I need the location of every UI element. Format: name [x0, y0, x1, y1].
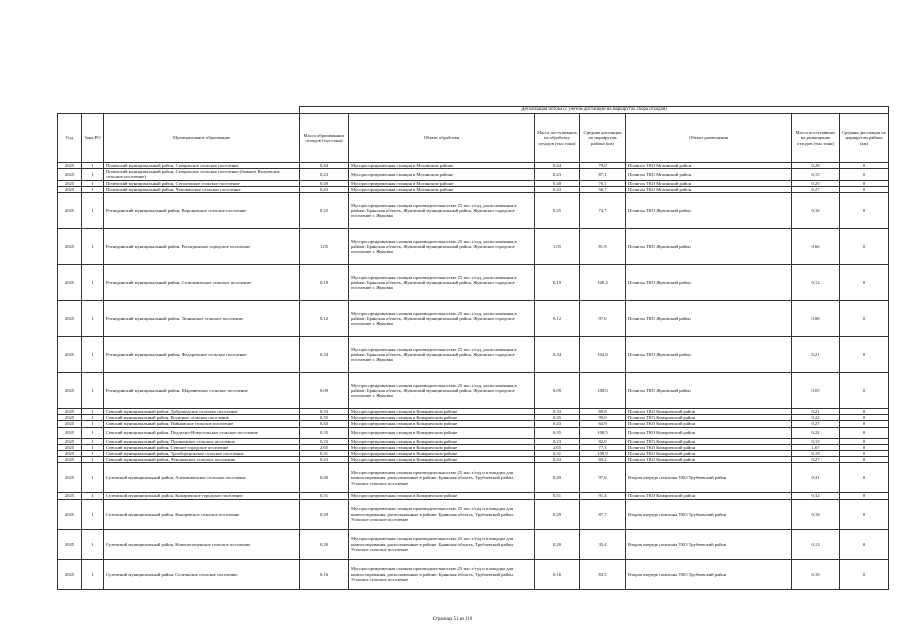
cell-placement-object: Полигон ТКО Жуковский район	[626, 373, 792, 409]
cell-processing-object: Мусоросортировочная станция производительностью 25 тыс.т/год, расположенная в районе: Брянская область, Жуковский муниципальный район, Жуковское городское поселение г. Жуковка	[349, 265, 535, 301]
cell-avg-distance-processing: 89,8	[580, 409, 626, 415]
cell-municipality: Рогнединский муниципальный район, Тюнинское сельское поселение	[104, 301, 300, 337]
cell-avg-distance-placement: 0	[840, 451, 889, 457]
cell-mass-to-processing: 0,51	[535, 493, 580, 499]
cell-mass-to-processing: 0,29	[535, 499, 580, 529]
cell-zone: 1	[82, 265, 104, 301]
cell-year: 2025	[58, 229, 82, 265]
cell-zone: 1	[82, 457, 104, 463]
cell-processing-object: Мусоросортировочная станция в Мглинском районе	[349, 169, 535, 180]
cell-processing-object: Мусоросортировочная станция производительностью 25 тыс.т/год, расположенная в районе: Брянская область, Жуковский муниципальный район, Жуковское городское поселение г. Жуковка	[349, 373, 535, 409]
cell-placement-object: Вторая очередь полигона ТКО Трубчевский район	[626, 499, 792, 529]
cell-avg-distance-processing: 91,4	[580, 493, 626, 499]
header-processing-object: Объект обработки	[349, 114, 535, 163]
table-row	[58, 499, 889, 529]
cell-mass-to-processing: 0,20	[535, 529, 580, 559]
cell-year: 2025	[58, 493, 82, 499]
cell-avg-distance-processing: 69,2	[580, 457, 626, 463]
cell-avg-distance-placement: 0	[840, 493, 889, 499]
cell-zone: 1	[82, 163, 104, 169]
cell-avg-distance-processing: 76,1	[580, 180, 626, 186]
cell-municipality: Почепский муниципальный район, Семцовское сельское поселение (бывшее Валуевское сельское поселение)	[104, 169, 300, 180]
cell-mass-generated: 0,12	[300, 301, 349, 337]
cell-mass-to-placement: 0,31	[792, 463, 840, 493]
page-number: Страница 51 из 110	[432, 617, 473, 622]
cell-processing-object: Мусоросортировочная станция в Комаричском районе	[349, 438, 535, 444]
cell-avg-distance-processing: 81,9	[580, 229, 626, 265]
cell-mass-generated: 0,34	[300, 337, 349, 373]
cell-processing-object: Мусоросортировочная станция производительностью 25 тыс.т/год, расположенная в районе: Брянская область, Жуковский муниципальный район, Жуковское городское поселение г. Жуковка	[349, 337, 535, 373]
cell-municipality: Почепский муниципальный район, Сетоловское сельское поселение	[104, 180, 300, 186]
cell-municipality: Рогнединский муниципальный район, Федоровское сельское поселение	[104, 337, 300, 373]
cell-year: 2025	[58, 186, 82, 192]
cell-zone: 1	[82, 451, 104, 457]
cell-municipality: Севский муниципальный район, Севское городское поселение	[104, 444, 300, 450]
cell-avg-distance-processing: 56,7	[580, 186, 626, 192]
cell-avg-distance-processing: 108,0	[580, 373, 626, 409]
cell-processing-object: Мусоросортировочная станция производительностью 25 тыс.т/год и площадка для компостирования, расположенные в районе: Брянская область, Трубчевский район, Усохское сельское поселение	[349, 559, 535, 589]
document-table-area	[57, 106, 886, 590]
cell-year: 2025	[58, 373, 82, 409]
cell-processing-object: Мусоросортировочная станция производительностью 25 тыс.т/год, расположенная в районе: Брянская область, Жуковский муниципальный район, Жуковское городское поселение г. Жуковка	[349, 229, 535, 265]
cell-year: 2025	[58, 559, 82, 589]
cell-mass-to-processing: 0,23	[535, 169, 580, 180]
cell-year: 2025	[58, 415, 82, 421]
cell-mass-to-processing: 2,65	[535, 444, 580, 450]
cell-zone: 1	[82, 409, 104, 415]
cell-municipality: Севский муниципальный район, Чемлыжское сельское поселение	[104, 457, 300, 463]
cell-avg-distance-processing: 74,7	[580, 193, 626, 229]
cell-mass-to-placement: 0,27	[792, 186, 840, 192]
cell-mass-to-processing: 0,25	[535, 193, 580, 229]
cell-mass-generated: 0,19	[300, 265, 349, 301]
cell-mass-to-processing: 0,44	[535, 163, 580, 169]
cell-mass-to-processing: 0,43	[535, 457, 580, 463]
cell-year: 2025	[58, 438, 82, 444]
cell-processing-object: Мусоросортировочная станция производительностью 25 тыс.т/год и площадка для компостирования, расположенные в районе: Брянская область, Трубчевский район, Усохское сельское поселение	[349, 529, 535, 559]
cell-year: 2025	[58, 444, 82, 450]
header-mass-generated: Масса образованных отходов (тыс.тонн)	[300, 114, 349, 163]
cell-avg-distance-placement: 0	[840, 427, 889, 438]
cell-avg-distance-placement: 0	[840, 499, 889, 529]
cell-avg-distance-placement: 0	[840, 265, 889, 301]
cell-year: 2025	[58, 193, 82, 229]
cell-mass-to-placement: 0,19	[792, 451, 840, 457]
cell-processing-object: Мусоросортировочная станция в Комаричском районе	[349, 415, 535, 421]
cell-avg-distance-placement: 0	[840, 337, 889, 373]
cell-mass-generated: 0,35	[300, 427, 349, 438]
cell-avg-distance-processing: 99,0	[580, 415, 626, 421]
cell-zone: 1	[82, 421, 104, 427]
cell-processing-object: Мусоросортировочная станция в Мглинском районе	[349, 180, 535, 186]
cell-zone: 1	[82, 529, 104, 559]
cell-processing-object: Мусоросортировочная станция производительностью 25 тыс.т/год, расположенная в районе: Брянская область, Жуковский муниципальный район, Жуковское городское поселение г. Жуковка	[349, 193, 535, 229]
cell-year: 2025	[58, 457, 82, 463]
cell-mass-generated: 0,43	[300, 186, 349, 192]
cell-mass-generated: 0,43	[300, 421, 349, 427]
table-caption: Детализация потока (с учетом дистанций на маршрутах сбора отходов)	[300, 107, 889, 114]
cell-mass-generated: 0,25	[300, 193, 349, 229]
cell-zone: 1	[82, 463, 104, 493]
cell-placement-object: Полигон ТКО Жуковский район	[626, 265, 792, 301]
header-mass-to-processing: Масса поступивших на обработку отходов (тыс.тонн)	[535, 114, 580, 163]
cell-processing-object: Мусоросортировочная станция в Мглинском районе	[349, 163, 535, 169]
cell-mass-generated: 0,49	[300, 463, 349, 493]
cell-mass-to-placement: 0,18	[792, 499, 840, 529]
cell-placement-object: Полигон ТКО Мглинский район	[626, 169, 792, 180]
cell-processing-object: Мусоросортировочная станция в Комаричском районе	[349, 451, 535, 457]
cell-mass-generated: 2,65	[300, 444, 349, 450]
cell-year: 2025	[58, 337, 82, 373]
cell-municipality: Суземский муниципальный район, Кокоревское сельское поселение	[104, 499, 300, 529]
cell-zone: 1	[82, 444, 104, 450]
cell-mass-generated: 0,35	[300, 415, 349, 421]
cell-zone: 1	[82, 373, 104, 409]
cell-placement-object: Полигон ТКО Мглинский район	[626, 180, 792, 186]
cell-year: 2025	[58, 180, 82, 186]
cell-municipality: Севский муниципальный район, Троебортновское сельское поселение	[104, 451, 300, 457]
cell-avg-distance-placement: 0	[840, 373, 889, 409]
cell-placement-object: Полигон ТКО Комаричский район	[626, 457, 792, 463]
cell-mass-generated: 0,43	[300, 457, 349, 463]
cell-year: 2025	[58, 163, 82, 169]
cell-mass-to-placement: 0,66	[792, 229, 840, 265]
cell-avg-distance-placement: 0	[840, 229, 889, 265]
table-row	[58, 529, 889, 559]
cell-avg-distance-placement: 0	[840, 444, 889, 450]
cell-avg-distance-processing: 100,4	[580, 265, 626, 301]
cell-zone: 1	[82, 186, 104, 192]
cell-municipality: Суземский муниципальный район, Селечнское сельское поселение	[104, 559, 300, 589]
cell-year: 2025	[58, 499, 82, 529]
table-row	[58, 373, 889, 409]
cell-processing-object: Мусоросортировочная станция производительностью 25 тыс.т/год и площадка для компостирования, расположенные в районе: Брянская область, Трубчевский район, Усохское сельское поселение	[349, 463, 535, 493]
cell-processing-object: Мусоросортировочная станция производительностью 25 тыс.т/год и площадка для компостирования, расположенные в районе: Брянская область, Трубчевский район, Усохское сельское поселение	[349, 499, 535, 529]
table-row	[58, 427, 889, 438]
cell-avg-distance-processing: 83,5	[580, 559, 626, 589]
cell-avg-distance-processing: 97,6	[580, 463, 626, 493]
header-zone: Зона РО	[82, 114, 104, 163]
cell-processing-object: Мусоросортировочная станция в Комаричском районе	[349, 444, 535, 450]
cell-mass-to-placement: 0,21	[792, 337, 840, 373]
table-row	[58, 193, 889, 229]
cell-municipality: Рогнединский муниципальный район, Вороновское сельское поселение	[104, 193, 300, 229]
cell-mass-to-placement: 0,27	[792, 457, 840, 463]
cell-zone: 1	[82, 229, 104, 265]
cell-year: 2025	[58, 427, 82, 438]
cell-mass-to-processing: 0,43	[535, 186, 580, 192]
table-row	[58, 559, 889, 589]
cell-mass-to-placement: 0,15	[792, 438, 840, 444]
header-mass-to-placement: Масса поступивших на размещение отходов (тыс.тонн)	[792, 114, 840, 163]
cell-mass-generated: 0,51	[300, 493, 349, 499]
table-row	[58, 463, 889, 493]
cell-mass-to-placement: 0,05	[792, 373, 840, 409]
cell-mass-to-placement: 0,13	[792, 529, 840, 559]
cell-mass-to-placement: 0,10	[792, 559, 840, 589]
cell-placement-object: Полигон ТКО Комаричский район	[626, 438, 792, 444]
cell-placement-object: Вторая очередь полигона ТКО Трубчевский район	[626, 463, 792, 493]
cell-placement-object: Полигон ТКО Комаричский район	[626, 444, 792, 450]
cell-zone: 1	[82, 499, 104, 529]
cell-mass-to-processing: 0,33	[535, 409, 580, 415]
cell-avg-distance-processing: 77,3	[580, 444, 626, 450]
cell-year: 2025	[58, 529, 82, 559]
cell-processing-object: Мусоросортировочная станция производительностью 25 тыс.т/год, расположенная в районе: Брянская область, Жуковский муниципальный район, Жуковское городское поселение г. Жуковка	[349, 301, 535, 337]
cell-mass-generated: 0,40	[300, 180, 349, 186]
cell-mass-to-placement: 0,16	[792, 193, 840, 229]
table-row	[58, 301, 889, 337]
cell-placement-object: Полигон ТКО Жуковский район	[626, 301, 792, 337]
cell-mass-to-placement: 0,22	[792, 415, 840, 421]
cell-placement-object: Полигон ТКО Жуковский район	[626, 193, 792, 229]
cell-avg-distance-placement: 0	[840, 415, 889, 421]
cell-year: 2025	[58, 169, 82, 180]
cell-mass-generated: 0,31	[300, 451, 349, 457]
cell-avg-distance-placement: 0	[840, 169, 889, 180]
cell-mass-generated: 0,33	[300, 409, 349, 415]
cell-mass-to-placement: 0,22	[792, 427, 840, 438]
table-row	[58, 337, 889, 373]
cell-avg-distance-placement: 0	[840, 409, 889, 415]
cell-mass-to-processing: 0,19	[535, 265, 580, 301]
cell-avg-distance-placement: 0	[840, 193, 889, 229]
header-avg-distance-placement: Средняя дистанция по маршрутам района (км)	[840, 114, 889, 163]
cell-processing-object: Мусоросортировочная станция в Комаричском районе	[349, 421, 535, 427]
cell-avg-distance-processing: 104,8	[580, 337, 626, 373]
cell-placement-object: Вторая очередь полигона ТКО Трубчевский район	[626, 559, 792, 589]
cell-mass-to-processing: 0,16	[535, 559, 580, 589]
cell-placement-object: Полигон ТКО Комаричский район	[626, 409, 792, 415]
cell-processing-object: Мусоросортировочная станция в Комаричском районе	[349, 427, 535, 438]
cell-processing-object: Мусоросортировочная станция в Мглинском районе	[349, 186, 535, 192]
cell-mass-to-placement: 0,21	[792, 409, 840, 415]
header-avg-distance-processing: Средняя дистанция по маршрутам района (км)	[580, 114, 626, 163]
cell-municipality: Севский муниципальный район, Косицкое сельское поселение	[104, 415, 300, 421]
table-row	[58, 169, 889, 180]
cell-placement-object: Полигон ТКО Жуковский район	[626, 337, 792, 373]
cell-avg-distance-processing: 97,6	[580, 301, 626, 337]
cell-mass-to-processing: 0,40	[535, 180, 580, 186]
cell-mass-generated: 1,05	[300, 229, 349, 265]
header-placement-object: Объект размещения	[626, 114, 792, 163]
cell-year: 2025	[58, 409, 82, 415]
cell-mass-to-processing: 0,12	[535, 301, 580, 337]
cell-municipality: Почепский муниципальный район, Семцовское сельское поселение	[104, 163, 300, 169]
cell-mass-generated: 0,23	[300, 169, 349, 180]
cell-placement-object: Вторая очередь полигона ТКО Трубчевский район	[626, 529, 792, 559]
cell-mass-generated: 0,44	[300, 163, 349, 169]
cell-mass-to-placement: 0,25	[792, 180, 840, 186]
cell-avg-distance-placement: 0	[840, 301, 889, 337]
cell-mass-to-processing: 0,34	[535, 337, 580, 373]
cell-avg-distance-processing: 87,7	[580, 499, 626, 529]
cell-mass-to-processing: 0,43	[535, 421, 580, 427]
cell-year: 2025	[58, 265, 82, 301]
cell-zone: 1	[82, 169, 104, 180]
cell-mass-to-processing: 1,05	[535, 229, 580, 265]
cell-zone: 1	[82, 427, 104, 438]
cell-mass-to-processing: 0,31	[535, 451, 580, 457]
cell-avg-distance-processing: 87,1	[580, 169, 626, 180]
cell-avg-distance-placement: 0	[840, 163, 889, 169]
cell-avg-distance-placement: 0	[840, 421, 889, 427]
cell-mass-generated: 0,29	[300, 499, 349, 529]
cell-processing-object: Мусоросортировочная станция в Комаричском районе	[349, 457, 535, 463]
cell-municipality: Севский муниципальный район, Доброводское сельское поселение	[104, 409, 300, 415]
cell-municipality: Суземский муниципальный район, Комаричское городское поселение	[104, 493, 300, 499]
cell-placement-object: Полигон ТКО Жуковский район	[626, 229, 792, 265]
cell-mass-to-placement: 0,27	[792, 421, 840, 427]
cell-avg-distance-processing: 109,9	[580, 451, 626, 457]
cell-municipality: Севский муниципальный район, Пушкинское сельское поселение	[104, 438, 300, 444]
table-body	[58, 163, 889, 590]
cell-mass-to-processing: 0,35	[535, 427, 580, 438]
table-row	[58, 229, 889, 265]
cell-mass-generated: 0,20	[300, 529, 349, 559]
cell-placement-object: Полигон ТКО Комаричский район	[626, 493, 792, 499]
cell-municipality: Рогнединский муниципальный район, Рогнединское городское поселение	[104, 229, 300, 265]
cell-zone: 1	[82, 438, 104, 444]
cell-zone: 1	[82, 559, 104, 589]
cell-avg-distance-placement: 0	[840, 438, 889, 444]
cell-avg-distance-processing: 35,4	[580, 529, 626, 559]
cell-processing-object: Мусоросортировочная станция в Комаричском районе	[349, 493, 535, 499]
cell-avg-distance-processing: 82,0	[580, 438, 626, 444]
cell-municipality: Рогнединский муниципальный район, Шаровичское сельское поселение	[104, 373, 300, 409]
cell-placement-object: Полигон ТКО Комаричский район	[626, 451, 792, 457]
cell-avg-distance-placement: 0	[840, 457, 889, 463]
cell-year: 2025	[58, 463, 82, 493]
cell-mass-to-placement: 1,67	[792, 444, 840, 450]
cell-avg-distance-processing: 79,0	[580, 163, 626, 169]
cell-placement-object: Полигон ТКО Мглинский район	[626, 186, 792, 192]
cell-placement-object: Полигон ТКО Комаричский район	[626, 415, 792, 421]
cell-zone: 1	[82, 493, 104, 499]
cell-year: 2025	[58, 421, 82, 427]
cell-mass-to-placement: 0,08	[792, 301, 840, 337]
cell-mass-generated: 0,16	[300, 559, 349, 589]
cell-mass-to-placement: 0,15	[792, 169, 840, 180]
cell-avg-distance-processing: 100,5	[580, 427, 626, 438]
cell-mass-to-processing: 0,23	[535, 438, 580, 444]
cell-zone: 1	[82, 193, 104, 229]
cell-mass-to-placement: 0,12	[792, 265, 840, 301]
cell-mass-to-processing: 0,09	[535, 373, 580, 409]
cell-placement-object: Полигон ТКО Мглинский район	[626, 163, 792, 169]
cell-placement-object: Полигон ТКО Комаричский район	[626, 427, 792, 438]
cell-avg-distance-placement: 0	[840, 529, 889, 559]
cell-municipality: Рогнединский муниципальный район, Селиловичское сельское поселение	[104, 265, 300, 301]
cell-zone: 1	[82, 415, 104, 421]
cell-zone: 1	[82, 301, 104, 337]
cell-placement-object: Полигон ТКО Комаричский район	[626, 421, 792, 427]
waste-flow-table	[57, 106, 889, 590]
cell-avg-distance-placement: 0	[840, 186, 889, 192]
cell-year: 2025	[58, 451, 82, 457]
header-year: Год	[58, 114, 82, 163]
cell-avg-distance-processing: 64,9	[580, 421, 626, 427]
cell-mass-generated: 0,23	[300, 438, 349, 444]
cell-mass-to-processing: 0,49	[535, 463, 580, 493]
cell-avg-distance-placement: 0	[840, 559, 889, 589]
cell-municipality: Севский муниципальный район, Подлесно-Новосельское сельское поселение	[104, 427, 300, 438]
cell-avg-distance-placement: 0	[840, 180, 889, 186]
table-row	[58, 265, 889, 301]
cell-municipality: Суземский муниципальный район, Новопогощенское сельское поселение	[104, 529, 300, 559]
cell-year: 2025	[58, 301, 82, 337]
cell-mass-to-processing: 0,35	[535, 415, 580, 421]
header-municipality: Муниципальное образование	[104, 114, 300, 163]
cell-zone: 1	[82, 180, 104, 186]
cell-avg-distance-placement: 0	[840, 463, 889, 493]
cell-municipality: Севский муниципальный район, Пайновское сельское поселение	[104, 421, 300, 427]
cell-mass-to-placement: 0,32	[792, 493, 840, 499]
cell-municipality: Почепский муниципальный район, Чоповичское сельское поселение	[104, 186, 300, 192]
cell-zone: 1	[82, 337, 104, 373]
cell-mass-to-placement: 0,28	[792, 163, 840, 169]
cell-municipality: Суземский муниципальный район, Алешковичское сельское поселение	[104, 463, 300, 493]
cell-processing-object: Мусоросортировочная станция в Комаричском районе	[349, 409, 535, 415]
cell-mass-generated: 0,09	[300, 373, 349, 409]
